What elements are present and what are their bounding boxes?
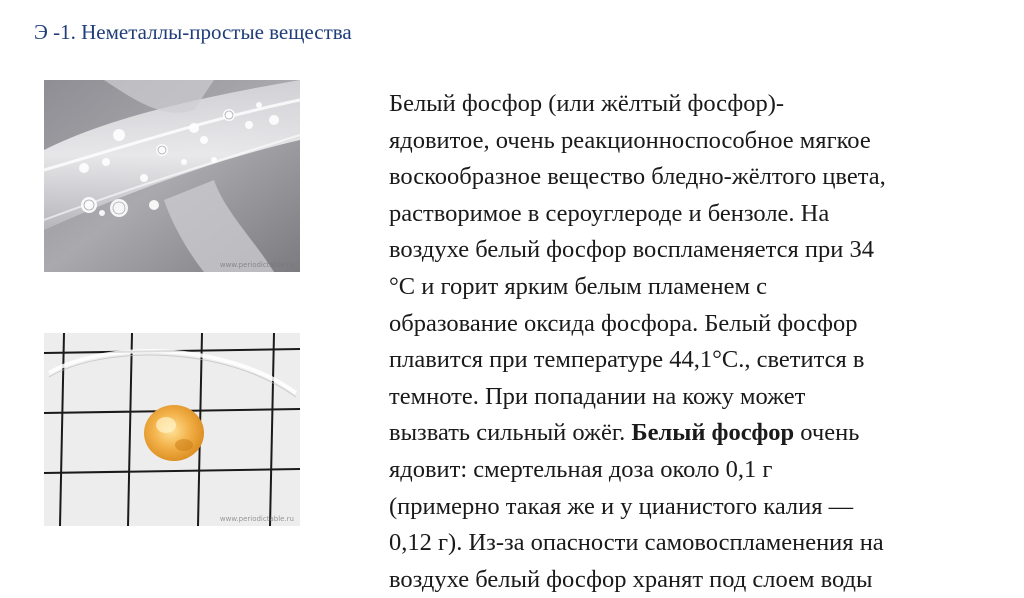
lump-photo-watermark: www.periodictable.ru <box>219 515 294 523</box>
text-line: воздухе белый фосфор воспламеняется при 34 <box>389 236 874 264</box>
text-line: ядовит: смертельная доза около 0,1 г <box>389 455 773 483</box>
text-line: ядовитое, очень реакционноспособное мягкое <box>389 126 871 154</box>
text-line: Белый фосфор (или жёлтый фосфор)- <box>389 90 785 117</box>
text-line-with-bold <box>389 415 999 452</box>
text-line: темноте. При попадании на кожу может <box>389 382 806 410</box>
text-line: растворимое в сероуглероде и бензоле. На <box>389 199 830 227</box>
text-line: плавится при температуре 44,1°C., светится в <box>389 346 865 374</box>
bold-term: Белый фосфор <box>631 419 795 447</box>
slide-title: Э -1. Неметаллы-простые вещества <box>34 20 352 44</box>
text-line: образование оксида фосфора. Белый фосфор <box>389 309 858 337</box>
text-line: 0,12 г). Из-за опасности самовоспламенения на <box>389 529 884 557</box>
description-text <box>389 86 999 598</box>
phosphorus-lump-photo <box>44 333 300 526</box>
text-fragment: очень <box>794 419 860 447</box>
text-line: воздухе белый фосфор хранят под слоем воды <box>389 565 873 593</box>
text-line: °С и горит ярким белым пламенем с <box>389 272 767 300</box>
crystals-photo-watermark: www.periodictable.ru <box>219 261 294 269</box>
crystals-photo <box>44 80 300 272</box>
text-line: (примерно такая же и у цианистого калия — <box>389 492 854 520</box>
text-line: воскообразное вещество бледно-жёлтого цвета, <box>389 163 886 191</box>
text-fragment: вызвать сильный ожёг. <box>389 419 632 447</box>
